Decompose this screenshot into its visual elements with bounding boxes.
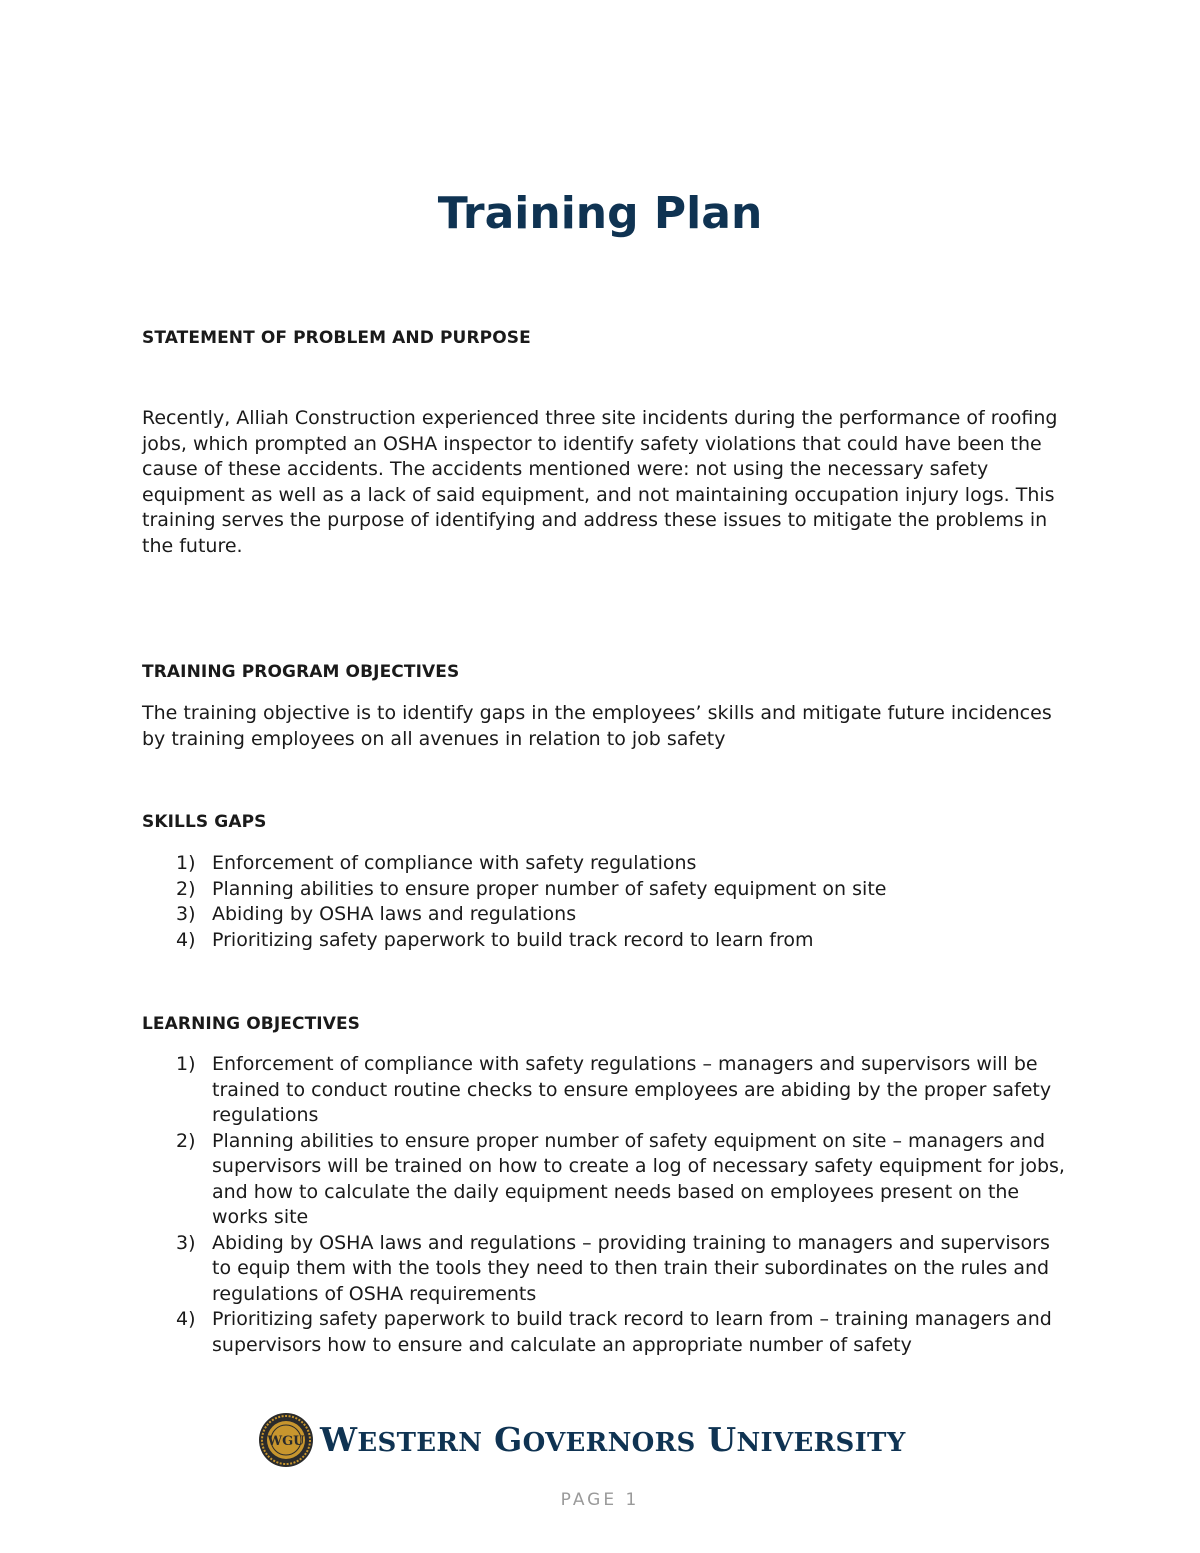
list-item-text: Prioritizing safety paperwork to build track record to learn from – training managers and supervisors how to ensure and calculate an appropriate number of safety <box>212 1308 1052 1356</box>
learning-objectives-heading: LEARNING OBJECTIVES <box>142 1014 361 1034</box>
list-item <box>142 1129 1072 1231</box>
objectives-heading: TRAINING PROGRAM OBJECTIVES <box>142 662 460 682</box>
list-number: 3) <box>176 903 196 925</box>
problem-heading: STATEMENT OF PROBLEM AND PURPOSE <box>142 328 531 348</box>
university-wordmark: WESTERN GOVERNORS UNIVERSITY <box>320 1420 906 1459</box>
page-number: PAGE 1 <box>560 1490 640 1510</box>
list-item <box>142 1052 1072 1129</box>
list-item-text: Enforcement of compliance with safety regulations – managers and supervisors will be trained to conduct routine checks to ensure employees are abiding by the proper safety regulations <box>212 1053 1052 1126</box>
list-number: 1) <box>176 852 196 874</box>
list-number: 1) <box>176 1053 196 1075</box>
list-number: 2) <box>176 1129 196 1152</box>
university-seal-icon <box>258 1412 314 1468</box>
list-item <box>142 902 1072 928</box>
svg-text:WGU: WGU <box>267 1434 305 1449</box>
list-item-text: Prioritizing safety paperwork to build track record to learn from <box>212 928 814 951</box>
list-item <box>142 851 1072 877</box>
list-number: 4) <box>176 928 196 951</box>
wgu-logo <box>258 1412 918 1468</box>
list-item-text: Planning abilities to ensure proper number of safety equipment on site – managers and supervisors will be trained on how to create a log of necessary safety equipment for jobs, and how to calculate the daily equipment needs based on employees present on the works site <box>212 1129 1065 1228</box>
list-item <box>142 877 1072 903</box>
list-item <box>142 1307 1072 1358</box>
list-number: 3) <box>176 1231 196 1254</box>
list-item-text: Abiding by OSHA laws and regulations <box>212 903 577 925</box>
list-item <box>142 928 1072 954</box>
skills-gaps-heading: SKILLS GAPS <box>142 812 267 832</box>
list-number: 4) <box>176 1308 196 1330</box>
list-number: 2) <box>176 877 196 900</box>
list-item-text: Enforcement of compliance with safety regulations <box>212 852 697 874</box>
list-item-text: Abiding by OSHA laws and regulations – providing training to managers and supervisors to equip them with the tools they need to then train their subordinates on the rules and regulations of OSHA requirements <box>212 1231 1050 1305</box>
list-item-text: Planning abilities to ensure proper number of safety equipment on site <box>212 877 887 900</box>
list-item <box>142 1231 1072 1308</box>
page-title: Training Plan <box>437 188 763 239</box>
problem-body: Recently, Alliah Construction experienced three site incidents during the performance of roofing jobs, which prompted an OSHA inspector to identify safety violations that could have been the cause of these accidents. The accidents mentioned were: not using the necessary safety equipment as well as a lack of said equipment, and not maintaining occupation injury logs. This training serves the purpose of identifying and address these issues to mitigate the problems in the future. <box>142 407 1058 557</box>
skills-gaps-list <box>142 851 1072 953</box>
objectives-body: The training objective is to identify gaps in the employees’ skills and mitigate future incidences by training employees on all avenues in relation to job safety <box>142 702 1052 750</box>
learning-objectives-list <box>142 1052 1072 1358</box>
